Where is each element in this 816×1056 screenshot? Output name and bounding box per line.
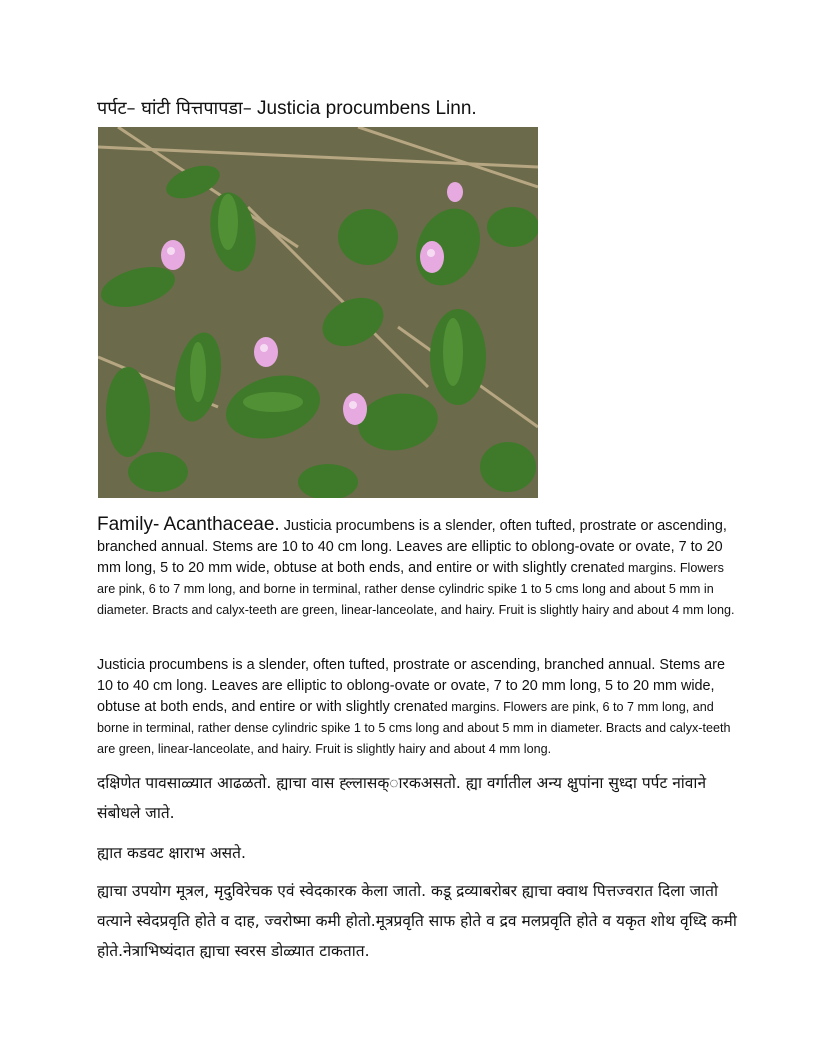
marathi-paragraph-2: ह्यात कडवट क्षाराभ असते. xyxy=(97,844,246,862)
title-marathi: पर्पट– घांटी पित्तपापडा– xyxy=(97,98,252,119)
para2-main-text: Justicia procumbens is a slender, often tufted, prostrate or ascending, branched annual. Stems are 10 to 40 cm long. Leaves are elliptic to oblong-ovate or ovate, 7 to 20 mm long, 5 to 20 mm wide, obtuse at both ends, and entire or with slightly crenat xyxy=(97,657,725,715)
family-label: Family- Acanthaceae. xyxy=(97,514,280,535)
para1-main-text: Justicia procumbens is a slender, often tufted, prostrate or ascending, branched annual. Stems are 10 to 40 cm long. Leaves are elliptic to oblong-ovate or ovate, 7 to 20 mm long, 5 to 20 mm wide, obtuse at both ends, and entire or with slightly crenat xyxy=(97,518,727,576)
title-scientific: Justicia procumbens Linn. xyxy=(251,98,477,119)
plant-photo xyxy=(98,127,538,498)
para2-small-text: ed margins. Flowers are pink, 6 to 7 mm long, and borne in terminal, rather dense cylindric spike 1 to 5 cms long and about 5 mm in diameter. Bracts and calyx-teeth are green, linear-lanceolate, and hairy. Fruit is slightly hairy and about 4 mm long. xyxy=(97,700,731,756)
page-title xyxy=(97,96,737,122)
plant-photo-icon xyxy=(98,127,538,498)
marathi-paragraph-3: ह्याचा उपयोग मूत्रल, मृदुविरेचक एवं स्वेदकारक केला जातो. कडू द्रव्याबरोबर ह्याचा क्वाथ पित्तज्वरात दिला जातो वत्याने स्वेदप्रवृति होते व दाह, ज्वरोष्मा कमी होतो.मूत्रप्रवृति साफ होते व द्रव मलप्रवृति होते व यकृत शोथ वृध्दि कमी होते.नेत्राभिष्यंदात ह्याचा स्वरस डोळ्यात टाकतात. xyxy=(97,882,737,960)
marathi-paragraph-1: दक्षिणेत पावसाळ्यात आढळतो. ह्याचा वास ह्ल्लासक्ारकअसतो. ह्या वर्गातील अन्य क्षुपांना सुध्दा पर्पट नांवाने संबोधले जाते. xyxy=(97,774,707,822)
para1-small-text: ed margins. Flowers are pink, 6 to 7 mm long, and borne in terminal, rather dense cylindric spike 1 to 5 cms long and about 5 mm in diameter. Bracts and calyx-teeth are green, linear-lanceolate, and hairy. Fruit is slightly hairy and about 4 mm long. xyxy=(97,561,735,617)
description-paragraph-1 xyxy=(97,514,737,621)
description-paragraph-2 xyxy=(97,655,737,760)
